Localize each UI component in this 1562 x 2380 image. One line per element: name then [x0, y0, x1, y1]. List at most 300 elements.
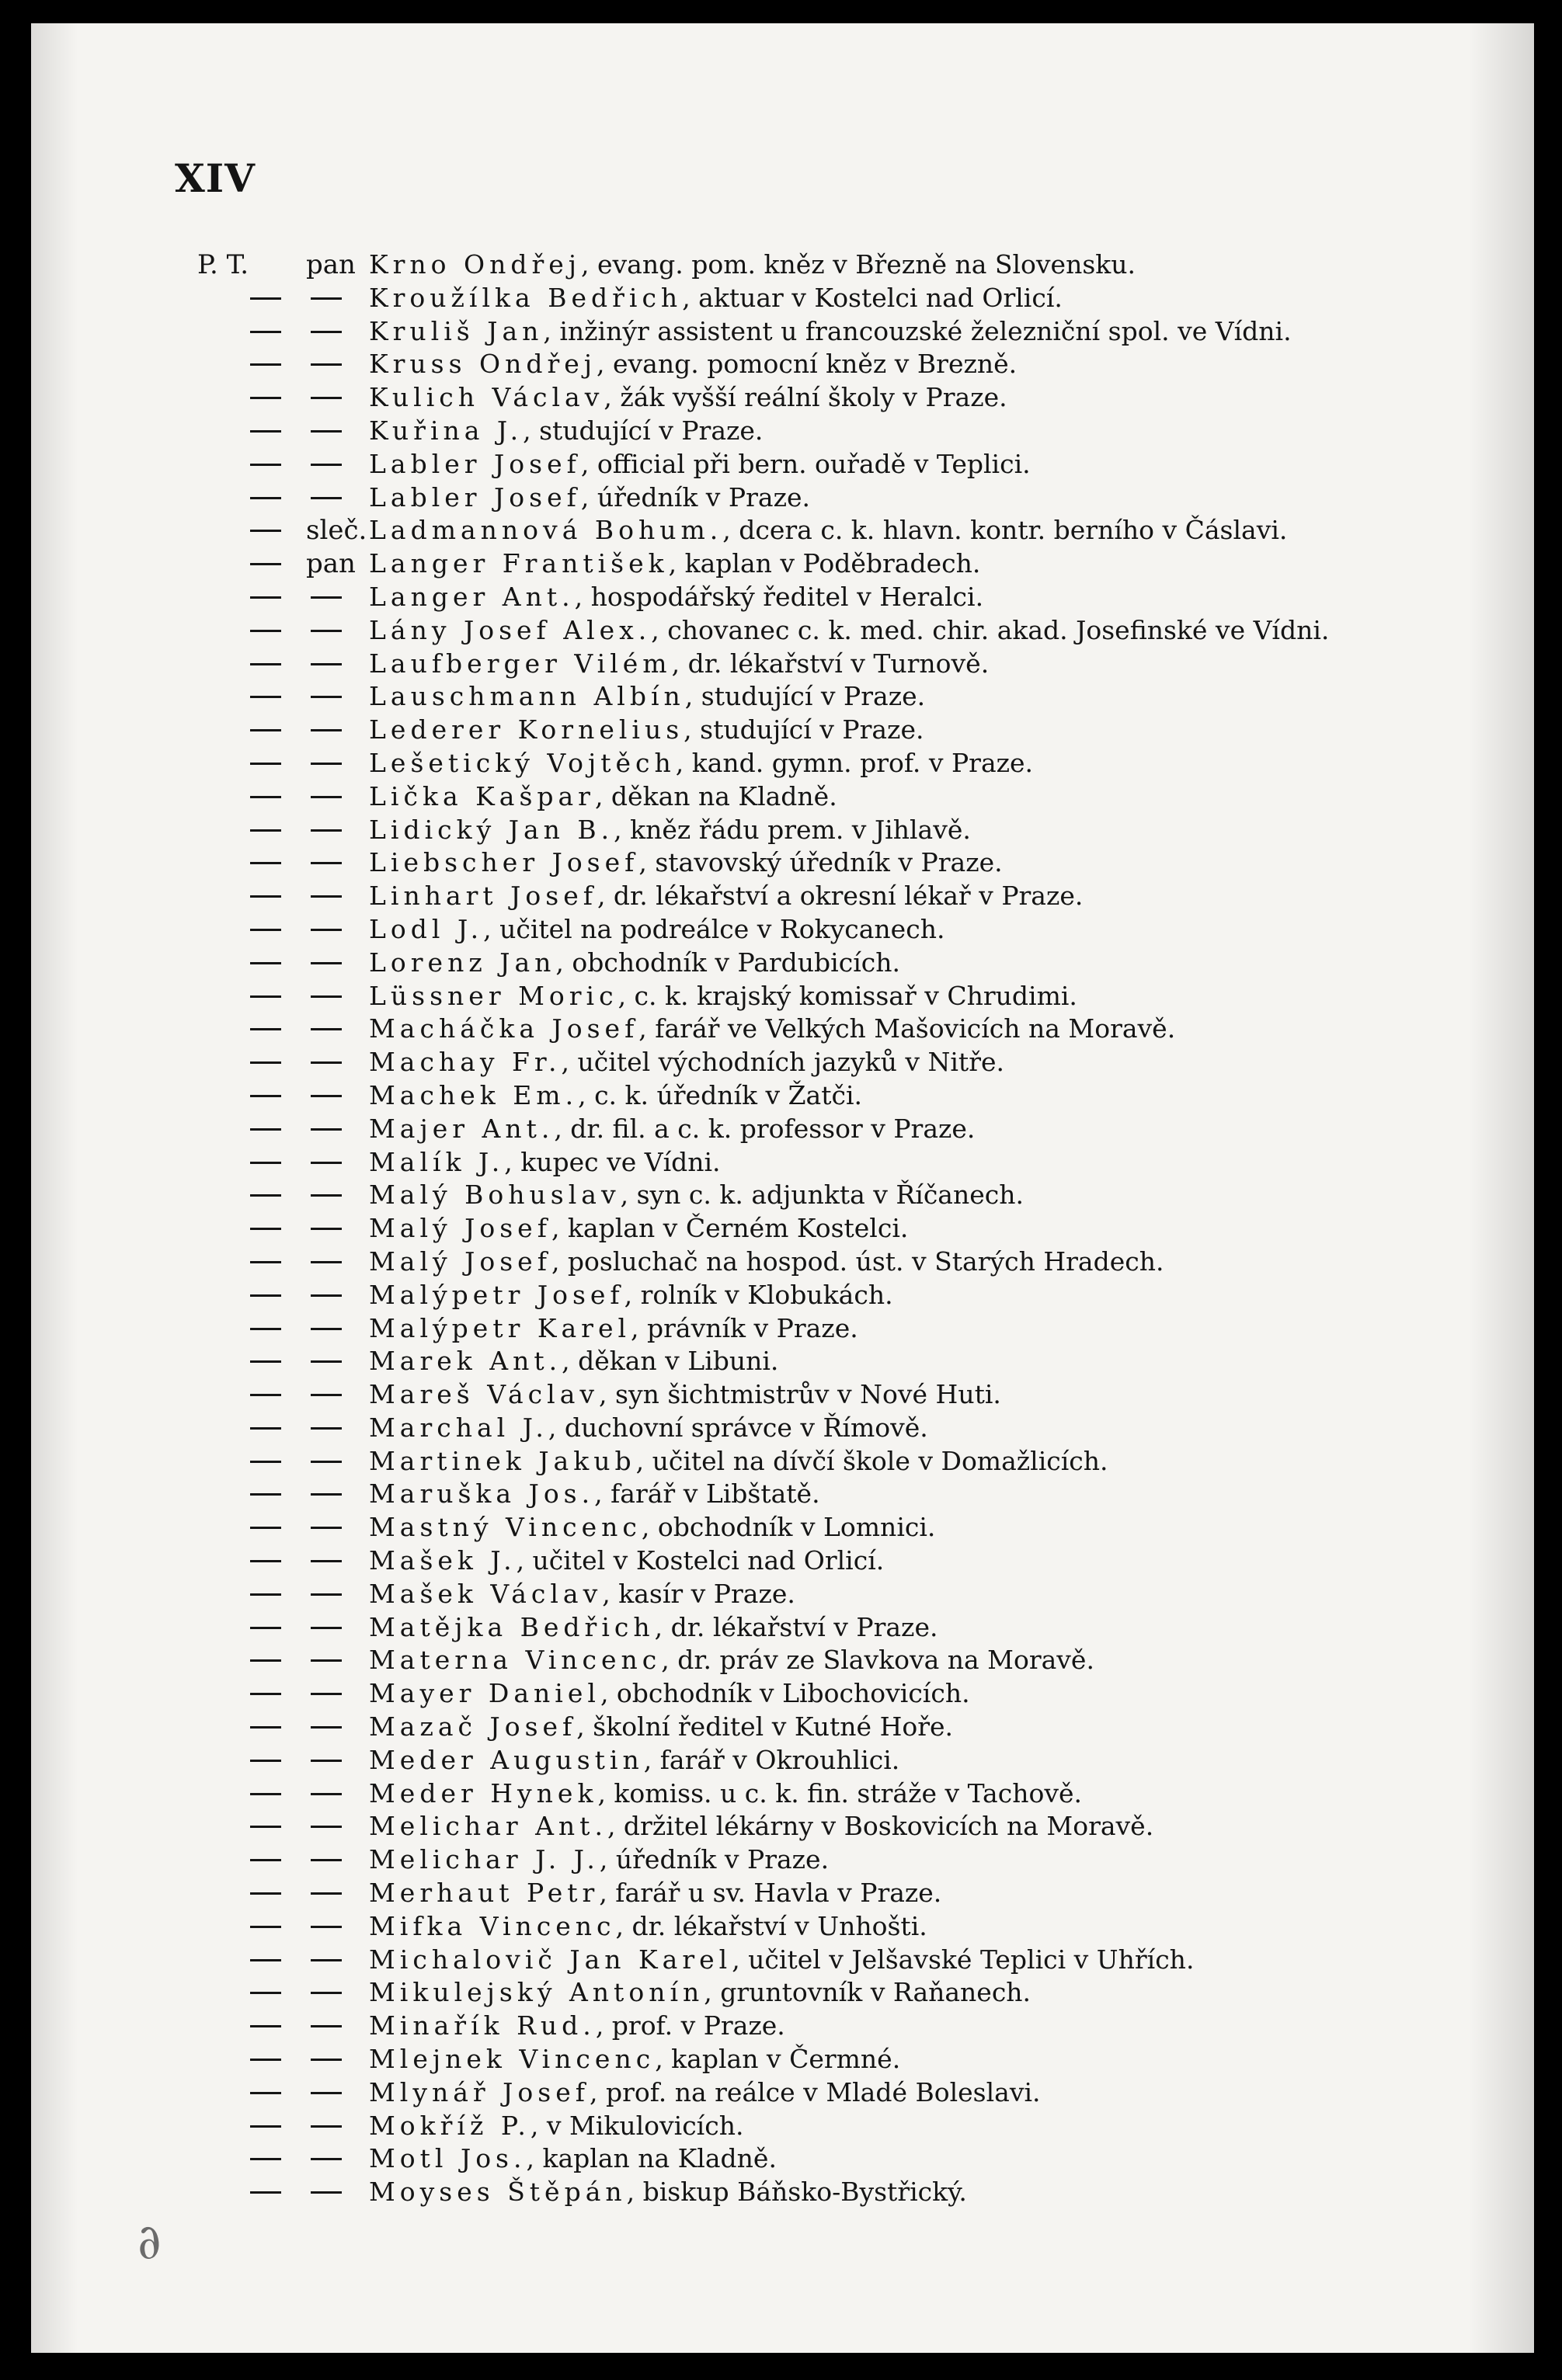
- entry-description: , posluchač na hospod. úst. v Starých Hradech.: [551, 1246, 1164, 1277]
- entry-name: Motl Jos.: [369, 2143, 527, 2174]
- entry-text: [369, 1113, 975, 1146]
- entry-description: , v Mikulovicích.: [530, 2110, 744, 2141]
- ditto-dash: [250, 297, 281, 300]
- entry-name: Malý Bohuslav: [369, 1180, 621, 1211]
- entry-text: [369, 2110, 743, 2143]
- entry-description: , žák vyšší reální školy v Praze.: [604, 382, 1007, 413]
- ditto-dash: [250, 530, 281, 532]
- entry-name: Malýpetr Karel: [369, 1312, 631, 1343]
- ditto-dash: [311, 1493, 342, 1496]
- list-item: [31, 581, 1534, 614]
- list-item: [31, 614, 1534, 648]
- entry-description: , farář v Okrouhlici.: [643, 1744, 900, 1775]
- entry-description: , učitel na dívčí škole v Domažlicích.: [635, 1445, 1108, 1476]
- entry-description: , c. k. krajský komissař v Chrudimi.: [617, 980, 1077, 1011]
- entry-text: [369, 2142, 777, 2176]
- list-item: [31, 282, 1534, 315]
- entry-text: [369, 747, 1033, 780]
- entry-description: , obchodník v Lomnici.: [641, 1512, 936, 1543]
- ditto-dash: [250, 2092, 281, 2094]
- ditto-dash: [250, 1560, 281, 1562]
- ditto-dash: [250, 363, 281, 366]
- ditto-dash: [311, 1760, 342, 1762]
- entry-salutation: sleč.: [306, 515, 367, 547]
- ditto-dash: [250, 729, 281, 731]
- entry-name: Lauschmann Albín: [369, 681, 685, 712]
- ditto-dash: [311, 1294, 342, 1297]
- ditto-dash: [311, 1959, 342, 1961]
- entry-text: [369, 1677, 970, 1711]
- ditto-dash: [311, 763, 342, 765]
- entry-name: Martinek Jakub: [369, 1445, 636, 1476]
- ditto-dash: [250, 563, 281, 565]
- ditto-dash: [250, 331, 281, 333]
- entry-description: , úředník v Praze.: [599, 1844, 830, 1875]
- entry-name: Marchal J.: [369, 1412, 548, 1443]
- list-item: [31, 1711, 1534, 1744]
- list-item: [31, 680, 1534, 714]
- entry-text: [369, 980, 1077, 1013]
- entry-name: Matějka Bedřich: [369, 1611, 655, 1642]
- ditto-dash: [250, 1194, 281, 1197]
- list-item: [31, 780, 1534, 814]
- ditto-dash: [311, 430, 342, 433]
- entry-description: , učitel v Kostelci nad Orlicí.: [516, 1545, 885, 1576]
- entry-name: Langer Ant.: [369, 581, 575, 612]
- list-item: [31, 1877, 1534, 1910]
- entry-description: , c. k. úředník v Žatči.: [578, 1079, 863, 1110]
- list-item: [31, 1544, 1534, 1578]
- entry-text: [369, 1877, 941, 1910]
- entry-text: [369, 348, 1017, 381]
- ditto-dash: [250, 995, 281, 998]
- entry-text: [369, 514, 1287, 547]
- entry-description: , kaplan v Čermné.: [655, 2044, 901, 2075]
- ditto-dash: [250, 1294, 281, 1297]
- entry-text: [369, 2176, 967, 2209]
- entry-description: , gruntovník v Raňanech.: [704, 1977, 1031, 2008]
- entry-name: Kruss Ondřej: [369, 349, 597, 380]
- entry-description: , dr. fil. a c. k. professor v Praze.: [554, 1113, 976, 1144]
- list-item: [31, 2110, 1534, 2143]
- ditto-dash: [311, 1659, 342, 1662]
- entry-name: Kulich Václav: [369, 382, 604, 413]
- entry-name: Ladmannová Bohum.: [369, 515, 723, 546]
- ditto-dash: [250, 1527, 281, 1529]
- entry-name: Labler Josef: [369, 448, 581, 479]
- entry-description: , studující v Praze.: [684, 681, 926, 712]
- ditto-dash: [311, 630, 342, 632]
- entry-text: [369, 1611, 938, 1645]
- ditto-dash: [311, 1793, 342, 1795]
- list-item: [31, 1744, 1534, 1777]
- ditto-dash: [250, 1959, 281, 1961]
- ditto-dash: [250, 962, 281, 964]
- ditto-dash: [250, 1028, 281, 1030]
- entry-text: [369, 1079, 862, 1113]
- entry-text: [369, 2076, 1041, 2110]
- ditto-dash: [311, 1394, 342, 1396]
- entry-text: [369, 1578, 795, 1611]
- ditto-dash: [311, 1926, 342, 1928]
- entry-description: , držitel lékárny v Boskovicích na Moravě.: [607, 1811, 1154, 1842]
- ditto-dash: [311, 2125, 342, 2128]
- list-item: [31, 1843, 1534, 1877]
- list-item: [31, 381, 1534, 415]
- entry-description: , syn šichtmistrův v Nové Huti.: [599, 1379, 1001, 1410]
- ditto-dash: [311, 1162, 342, 1164]
- ditto-dash: [250, 1061, 281, 1064]
- ditto-dash: [250, 1627, 281, 1629]
- ditto-dash: [250, 1328, 281, 1330]
- entry-name: Machek Em.: [369, 1079, 579, 1110]
- ditto-dash: [250, 1859, 281, 1861]
- entry-text: [369, 481, 810, 515]
- list-item: [31, 814, 1534, 847]
- entry-name: Lodl J.: [369, 913, 484, 944]
- entry-description: , prof. v Praze.: [595, 2010, 785, 2041]
- ditto-dash: [311, 862, 342, 864]
- entry-name: Materna Vincenc: [369, 1645, 662, 1676]
- ditto-dash: [311, 663, 342, 665]
- entry-text: [369, 1944, 1194, 1977]
- entry-name: Malík J.: [369, 1146, 505, 1177]
- ditto-dash: [250, 1992, 281, 1994]
- entry-text: [369, 1777, 1082, 1811]
- entry-name: Mašek J.: [369, 1545, 517, 1576]
- ditto-dash: [250, 929, 281, 931]
- entry-text: [369, 1212, 908, 1246]
- ditto-dash: [250, 1659, 281, 1662]
- ditto-dash: [250, 1493, 281, 1496]
- entry-description: , kasír v Praze.: [602, 1578, 795, 1609]
- ditto-dash: [311, 929, 342, 931]
- entry-description: , prof. na reálce v Mladé Boleslavi.: [589, 2076, 1041, 2107]
- entry-description: , chovanec c. k. med. chir. akad. Josefinské ve Vídni.: [651, 614, 1330, 645]
- entry-description: , komiss. u c. k. fin. stráže v Tachově.: [597, 1777, 1082, 1808]
- entry-name: Merhaut Petr: [369, 1878, 600, 1909]
- list-item: [31, 1312, 1534, 1346]
- entry-name: Lány Josef Alex.: [369, 614, 652, 645]
- entry-description: , biskup Báňsko-Bystřický.: [626, 2177, 967, 2208]
- ditto-dash: [311, 596, 342, 599]
- entry-name: Moyses Štěpán: [369, 2177, 627, 2208]
- entry-text: [369, 448, 1031, 481]
- entry-text: [369, 1246, 1164, 1279]
- entry-description: , dr. práv ze Slavkova na Moravě.: [661, 1645, 1094, 1676]
- entry-name: Mokříž P.: [369, 2110, 531, 2141]
- entry-name: Melichar J. J.: [369, 1844, 600, 1875]
- list-item: [31, 1777, 1534, 1811]
- list-item: [31, 1976, 1534, 2010]
- ditto-dash: [250, 1726, 281, 1729]
- ditto-dash: [311, 1228, 342, 1230]
- ditto-dash: [311, 497, 342, 499]
- entry-description: , official při bern. ouřadě v Teplici.: [580, 448, 1031, 479]
- entry-description: , evang. pomocní kněz v Brezně.: [597, 349, 1018, 380]
- ditto-dash: [311, 1328, 342, 1330]
- list-item: [31, 1246, 1534, 1279]
- entry-text: [369, 381, 1007, 415]
- entry-name: Minařík Rud.: [369, 2010, 596, 2041]
- entry-text: [369, 1345, 778, 1378]
- entry-description: , kaplan na Kladně.: [526, 2143, 777, 2174]
- entry-description: , syn c. k. adjunkta v Říčanech.: [620, 1180, 1024, 1211]
- list-item: [31, 1146, 1534, 1180]
- entry-name: Meder Hynek: [369, 1777, 598, 1808]
- list-item: [31, 248, 1534, 282]
- list-item: [31, 2076, 1534, 2110]
- entry-name: Lüssner Moric: [369, 980, 618, 1011]
- entry-description: , právník v Praze.: [631, 1312, 858, 1343]
- entry-description: , farář ve Velkých Mašovicích na Moravě.: [638, 1013, 1176, 1044]
- entry-name: Kroužílka Bedřich: [369, 282, 683, 313]
- list-item: [31, 1611, 1534, 1645]
- entry-text: [369, 648, 989, 681]
- entry-text: [369, 1146, 721, 1180]
- entry-text: [369, 913, 945, 947]
- list-item: [31, 1910, 1534, 1944]
- ditto-dash: [311, 796, 342, 798]
- entry-description: , dr. lékařství a okresní lékař v Praze.: [597, 881, 1084, 912]
- entry-name: Mlejnek Vincenc: [369, 2044, 656, 2075]
- entry-description: , studující v Praze.: [684, 714, 924, 745]
- entry-name: Mayer Daniel: [369, 1678, 600, 1709]
- list-item: [31, 747, 1534, 780]
- ditto-dash: [250, 397, 281, 399]
- entry-description: , evang. pom. kněz v Březně na Slovensku.: [581, 249, 1136, 280]
- list-item: [31, 1412, 1534, 1445]
- ditto-dash: [250, 1593, 281, 1596]
- entry-text: [369, 1046, 1004, 1079]
- list-item: [31, 1279, 1534, 1312]
- entry-name: Kuřina J.: [369, 415, 524, 446]
- entry-salutation: pan: [306, 249, 356, 280]
- list-item: [31, 2010, 1534, 2043]
- ditto-dash: [250, 1095, 281, 1097]
- entry-name: Marek Ant.: [369, 1346, 562, 1377]
- ditto-dash: [250, 696, 281, 698]
- ditto-dash: [311, 2092, 342, 2094]
- entry-name: Mifka Vincenc: [369, 1910, 616, 1941]
- list-item: [31, 1345, 1534, 1378]
- entry-description: , školní ředitel v Kutné Hoře.: [576, 1711, 954, 1742]
- ditto-dash: [250, 1793, 281, 1795]
- ditto-dash: [311, 1061, 342, 1064]
- ditto-dash: [311, 363, 342, 366]
- entry-name: Mikulejský Antonín: [369, 1977, 704, 2008]
- ditto-dash: [311, 696, 342, 698]
- ditto-dash: [311, 1527, 342, 1529]
- entry-name: Lederer Kornelius: [369, 714, 684, 745]
- entry-text: [369, 1179, 1024, 1212]
- entry-name: Langer František: [369, 548, 669, 579]
- ditto-dash: [250, 2158, 281, 2160]
- ditto-dash: [250, 2025, 281, 2027]
- entry-description: , hospodářský ředitel v Heralci.: [574, 581, 984, 612]
- ditto-dash: [311, 1992, 342, 1994]
- entry-name: Meder Augustin: [369, 1744, 644, 1775]
- entry-name: Krno Ondřej: [369, 249, 582, 280]
- entry-description: , kaplan v Černém Kostelci.: [551, 1213, 909, 1244]
- entry-description: , inžinýr assistent u francouzské železniční spol. ve Vídni.: [543, 315, 1292, 346]
- entry-name: Mazač Josef: [369, 1711, 577, 1742]
- ditto-dash: [250, 862, 281, 864]
- entry-description: , duchovní správce v Římově.: [548, 1412, 928, 1443]
- list-item: [31, 514, 1534, 547]
- entry-text: [369, 1843, 829, 1877]
- ditto-dash: [311, 2059, 342, 2061]
- entry-description: , farář v Libštatě.: [594, 1478, 820, 1510]
- ditto-dash: [311, 1627, 342, 1629]
- entry-text: [369, 547, 980, 581]
- entry-text: [369, 1644, 1094, 1677]
- ditto-dash: [250, 2191, 281, 2194]
- entry-description: , děkan na Kladně.: [594, 780, 837, 811]
- entry-text: [369, 1744, 899, 1777]
- ditto-dash: [311, 1028, 342, 1030]
- entry-text: [369, 1279, 893, 1312]
- ditto-dash: [250, 497, 281, 499]
- ditto-dash: [311, 829, 342, 832]
- entry-text: [369, 714, 924, 747]
- entry-description: , úředník v Praze.: [580, 481, 810, 512]
- ditto-dash: [250, 1693, 281, 1695]
- ditto-dash: [311, 1593, 342, 1596]
- ditto-dash: [311, 962, 342, 964]
- entry-description: , kaplan v Poděbradech.: [668, 548, 981, 579]
- ditto-dash: [311, 1095, 342, 1097]
- ditto-dash: [250, 663, 281, 665]
- entry-text: [369, 1910, 927, 1944]
- entry-text: [369, 614, 1329, 648]
- ditto-dash: [311, 464, 342, 466]
- list-item: [31, 1810, 1534, 1843]
- ditto-dash: [311, 2191, 342, 2194]
- ditto-dash: [250, 796, 281, 798]
- entry-description: , učitel východních jazyků v Nitře.: [561, 1047, 1004, 1078]
- entry-text: [369, 947, 900, 980]
- ditto-dash: [311, 297, 342, 300]
- ditto-dash: [250, 464, 281, 466]
- list-item: [31, 648, 1534, 681]
- entry-description: , kněz řádu prem. v Jihlavě.: [614, 814, 971, 845]
- entry-title: P. T.: [197, 249, 249, 280]
- entry-description: , děkan v Libuni.: [562, 1346, 779, 1377]
- entry-name: Lorenz Jan: [369, 947, 556, 978]
- list-item: [31, 947, 1534, 980]
- entry-description: , učitel v Jelšavské Teplici v Uhřích.: [732, 1944, 1195, 1975]
- list-item: [31, 880, 1534, 913]
- list-item: [31, 1113, 1534, 1146]
- entry-text: [369, 814, 971, 847]
- list-item: [31, 1046, 1534, 1079]
- entry-name: Machay Fr.: [369, 1047, 562, 1078]
- ditto-dash: [250, 1427, 281, 1430]
- entry-text: [369, 282, 1063, 315]
- ditto-dash: [250, 1261, 281, 1263]
- list-item: [31, 980, 1534, 1013]
- entry-name: Liebscher Josef: [369, 847, 639, 878]
- entry-description: , dr. lékařství v Unhošti.: [615, 1910, 927, 1941]
- entry-name: Labler Josef: [369, 481, 581, 512]
- entry-text: [369, 415, 763, 448]
- entry-description: , rolník v Klobukách.: [624, 1279, 893, 1310]
- entry-name: Linhart Josef: [369, 881, 597, 912]
- list-item: [31, 1445, 1534, 1478]
- entry-text: [369, 1478, 820, 1511]
- entry-name: Kruliš Jan: [369, 315, 544, 346]
- entry-name: Lidický Jan B.: [369, 814, 614, 845]
- ditto-dash: [250, 1360, 281, 1363]
- entry-description: , učitel na podreálce v Rokycanech.: [483, 913, 945, 944]
- entry-text: [369, 880, 1083, 913]
- list-item: [31, 2142, 1534, 2176]
- ditto-dash: [250, 1394, 281, 1396]
- entry-name: Majer Ant.: [369, 1113, 555, 1144]
- entry-text: [369, 1544, 884, 1578]
- list-item: [31, 348, 1534, 381]
- list-item: [31, 481, 1534, 515]
- ditto-dash: [311, 895, 342, 898]
- list-item: [31, 1578, 1534, 1611]
- entry-description: , dr. lékařství v Praze.: [654, 1611, 938, 1642]
- ditto-dash: [311, 1859, 342, 1861]
- ditto-dash: [250, 630, 281, 632]
- entry-name: Macháčka Josef: [369, 1013, 639, 1044]
- ditto-dash: [311, 1427, 342, 1430]
- ditto-dash: [250, 1128, 281, 1131]
- entry-name: Lešetický Vojtěch: [369, 747, 676, 778]
- entry-list: [31, 248, 1534, 2209]
- entry-description: , farář u sv. Havla v Praze.: [599, 1878, 942, 1909]
- entry-name: Malý Josef: [369, 1246, 551, 1277]
- ditto-dash: [311, 1194, 342, 1197]
- ditto-dash: [311, 1261, 342, 1263]
- ditto-dash: [250, 1826, 281, 1828]
- entry-name: Maruška Jos.: [369, 1478, 595, 1510]
- entry-text: [369, 1445, 1108, 1478]
- entry-description: , stavovský úředník v Praze.: [638, 847, 1003, 878]
- list-item: [31, 2176, 1534, 2209]
- ditto-dash: [250, 1892, 281, 1895]
- ditto-dash: [311, 397, 342, 399]
- ditto-dash: [311, 1560, 342, 1562]
- ditto-dash: [311, 1461, 342, 1463]
- ditto-dash: [311, 331, 342, 333]
- ditto-dash: [311, 995, 342, 998]
- entry-text: [369, 680, 925, 714]
- entry-salutation: pan: [306, 548, 356, 580]
- entry-text: [369, 315, 1292, 349]
- entry-description: , studující v Praze.: [523, 415, 764, 446]
- list-item: [31, 1079, 1534, 1113]
- entry-description: , aktuar v Kostelci nad Orlicí.: [682, 282, 1063, 313]
- entry-text: [369, 1013, 1175, 1046]
- list-item: [31, 1644, 1534, 1677]
- entry-text: [369, 780, 837, 814]
- entry-text: [369, 1378, 1001, 1412]
- entry-text: [369, 1511, 935, 1544]
- document-page: [31, 23, 1534, 2353]
- ditto-dash: [250, 895, 281, 898]
- entry-text: [369, 846, 1003, 880]
- entry-description: , kupec ve Vídni.: [504, 1146, 721, 1177]
- ditto-dash: [311, 1128, 342, 1131]
- entry-description: , obchodník v Pardubicích.: [555, 947, 900, 978]
- entry-name: Mastný Vincenc: [369, 1512, 642, 1543]
- list-item: [31, 1677, 1534, 1711]
